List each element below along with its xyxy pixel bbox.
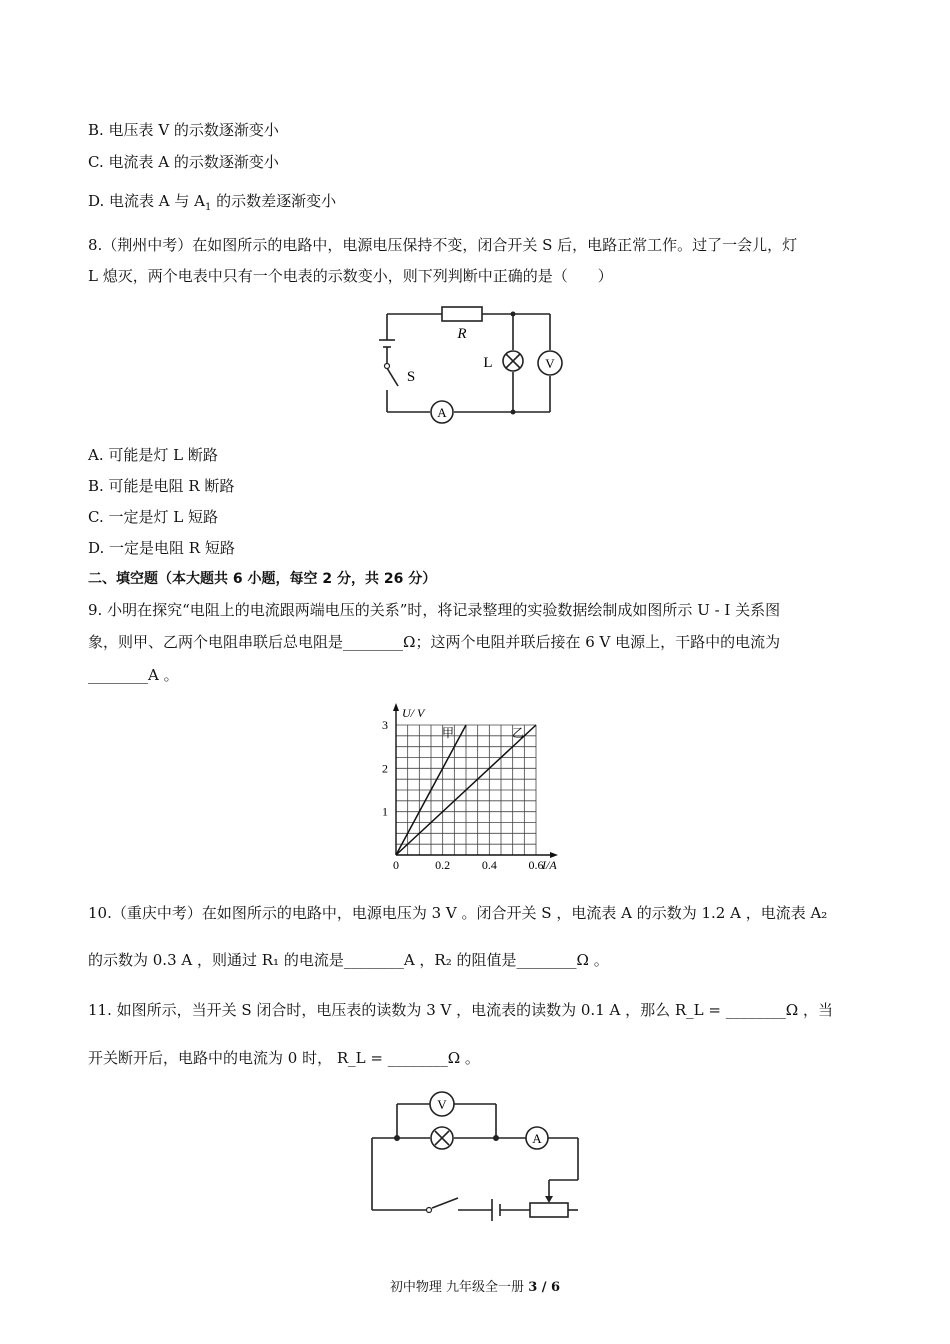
y-tick-label: 2 — [382, 761, 388, 776]
label-s: S — [406, 369, 416, 385]
label-l: L — [483, 355, 493, 371]
q8-option-c: C. 一定是灯 L 短路 — [88, 508, 218, 526]
q7-option-d: D. 电流表 A 与 $A_1$ 的示数差逐渐变小 — [88, 192, 337, 213]
y-axis-arrow — [393, 703, 399, 711]
label-a: A — [437, 405, 447, 420]
q11-circuit-diagram — [360, 1088, 590, 1228]
q9-stem-line2: 象，则甲、乙两个电阻串联后总电阻是________Ω；这两个电阻并联后接在 6 V 电源上，干路中的电流为 — [88, 633, 781, 651]
q8-stem-line1: 8.（荆州中考）在如图所示的电路中，电源电压保持不变，闭合开关 S 后，电路正常工作。过了一会儿，灯 — [88, 236, 798, 254]
q9-stem-line1: 9. 小明在探究“电阻上的电流跟两端电压的关系”时，将记录整理的实验数据绘制成如图所示 U - I 关系图 — [88, 601, 781, 619]
y-axis-label: U/ V — [402, 706, 425, 720]
x-axis-label: I/A — [542, 858, 557, 870]
label-v: V — [545, 356, 555, 371]
y-tick-label: 3 — [382, 718, 388, 732]
q8-option-b: B. 可能是电阻 R 断路 — [88, 477, 235, 495]
page-number: 3 / 6 — [528, 1280, 561, 1295]
label-a: A — [532, 1131, 542, 1146]
q8-option-a: A. 可能是灯 L 断路 — [88, 446, 218, 464]
x-tick-label: 0.2 — [435, 858, 451, 870]
page-footer: 初中物理 九年级全一册 3 / 6 — [389, 1280, 561, 1295]
q9-ui-chart — [370, 695, 580, 870]
q7-option-c: C. 电流表 A 的示数逐渐变小 — [88, 153, 279, 171]
q8-stem-line2: L 熄灭，两个电表中只有一个电表的示数变小，则下列判断中正确的是（ ） — [88, 267, 613, 285]
y-tick-label: 1 — [382, 804, 388, 819]
q8-circuit-diagram — [370, 300, 580, 430]
q11-stem-line1: 11. 如图所示，当开关 S 闭合时，电压表的读数为 3 V ，电流表的读数为 0.1 A ，那么 R_L = ________Ω ，当 — [88, 1001, 833, 1019]
x-tick-label: 0 — [393, 858, 399, 870]
x-tick-label: 0.4 — [481, 858, 497, 870]
series-label: 乙 — [511, 726, 525, 740]
q7-option-b: B. 电压表 V 的示数逐渐变小 — [88, 121, 279, 139]
label-r: R — [457, 326, 467, 342]
label-v: V — [437, 1097, 447, 1112]
q10-stem-line2: 的示数为 0.3 A ，则通过 R₁ 的电流是________A ，R₂ 的阻值是________Ω 。 — [88, 951, 609, 969]
q11-stem-line2: 开关断开后，电路中的电流为 0 时， R_L = ________Ω 。 — [88, 1049, 480, 1067]
q10-stem-line1: 10.（重庆中考）在如图所示的电路中，电源电压为 3 V 。闭合开关 S ，电流表 A 的示数为 1.2 A ，电流表 A₂ — [88, 904, 828, 922]
series-label: 甲 — [441, 726, 455, 740]
q9-stem-line3: ________A 。 — [88, 666, 179, 684]
x-tick-label: 0.6 — [528, 858, 544, 870]
section-heading: 二、填空题（本大题共 6 小题，每空 2 分，共 26 分） — [88, 571, 437, 587]
q8-option-d: D. 一定是电阻 R 短路 — [88, 539, 235, 557]
